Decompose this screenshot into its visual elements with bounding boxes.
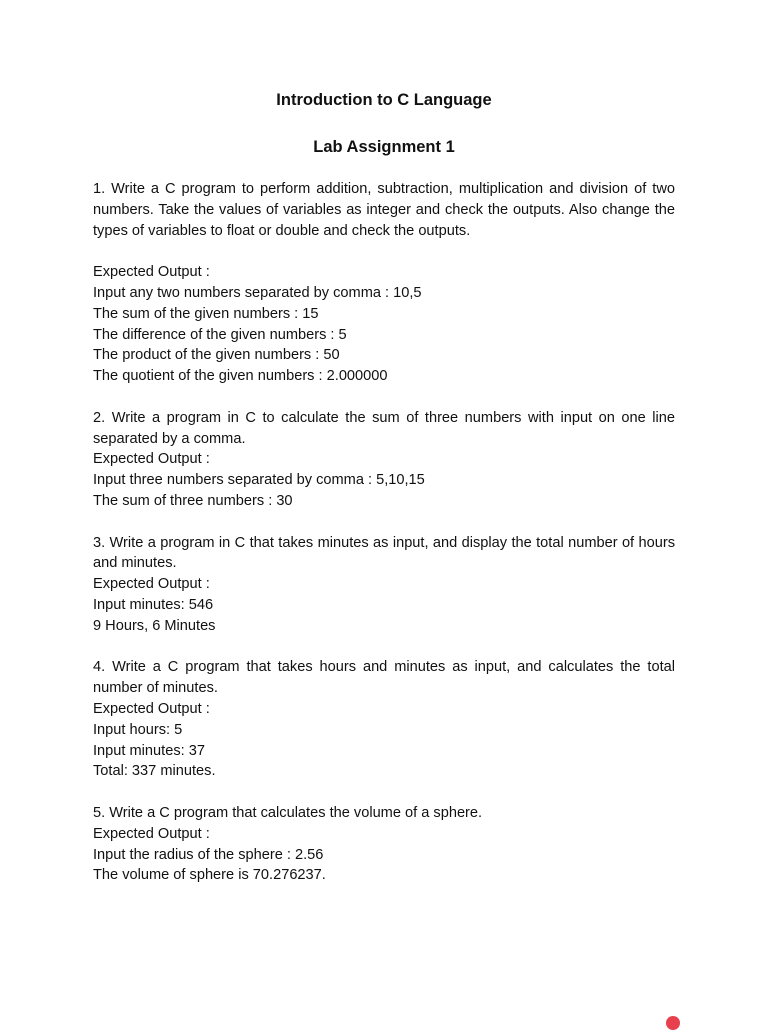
question-1-output-heading: Expected Output : xyxy=(93,264,210,281)
question-3-output-line: 9 Hours, 6 Minutes xyxy=(93,617,216,634)
question-4-output-line: Total: 337 minutes. xyxy=(93,763,216,780)
question-5-prompt: 5. Write a C program that calculates the volume of a sphere. xyxy=(93,804,483,821)
document-subtitle: Lab Assignment 1 xyxy=(313,138,455,156)
corner-dot-icon xyxy=(666,1016,680,1030)
question-1-output-line: The sum of the given numbers : 15 xyxy=(93,305,319,322)
question-4-output-line: Input minutes: 37 xyxy=(93,742,205,759)
question-2-output-heading: Expected Output : xyxy=(93,451,210,468)
question-3-output-heading: Expected Output : xyxy=(93,576,210,593)
spacer xyxy=(93,512,675,533)
question-4-output-heading: Expected Output : xyxy=(93,700,210,717)
question-4-output-line: Input hours: 5 xyxy=(93,721,183,738)
spacer xyxy=(93,241,675,262)
question-3-output-line: Input minutes: 546 xyxy=(93,596,214,613)
question-2-output-line: Input three numbers separated by comma : 5,10,15 xyxy=(93,472,425,489)
question-3-prompt: 3. Write a program in C that takes minutes as input, and display the total number of hours and minutes. xyxy=(93,534,675,572)
spacer xyxy=(93,637,675,658)
document-title: Introduction to C Language xyxy=(276,91,492,109)
spacer xyxy=(93,782,675,803)
question-2-output-line: The sum of three numbers : 30 xyxy=(93,492,293,509)
question-2-prompt: 2. Write a program in C to calculate the sum of three numbers with input on one line separated by a comma. xyxy=(93,409,675,447)
question-1-output-line: The difference of the given numbers : 5 xyxy=(93,326,347,343)
question-1-prompt: 1. Write a C program to perform addition, subtraction, multiplication and division of two numbers. Take the values of variables as integer and check the outputs. Also change the types of variables to float or double and check the outputs. xyxy=(93,181,675,239)
question-1-output-line: The quotient of the given numbers : 2.000000 xyxy=(93,368,388,385)
question-1-output-line: The product of the given numbers : 50 xyxy=(93,347,340,364)
assignment-body xyxy=(93,179,675,886)
spacer xyxy=(93,387,675,408)
question-1-output-line: Input any two numbers separated by comma : 10,5 xyxy=(93,284,422,301)
question-5-output-line: Input the radius of the sphere : 2.56 xyxy=(93,846,324,863)
question-4-prompt: 4. Write a C program that takes hours and minutes as input, and calculates the total number of minutes. xyxy=(93,659,675,697)
question-5-output-heading: Expected Output : xyxy=(93,825,210,842)
question-5-output-line: The volume of sphere is 70.276237. xyxy=(93,867,326,884)
